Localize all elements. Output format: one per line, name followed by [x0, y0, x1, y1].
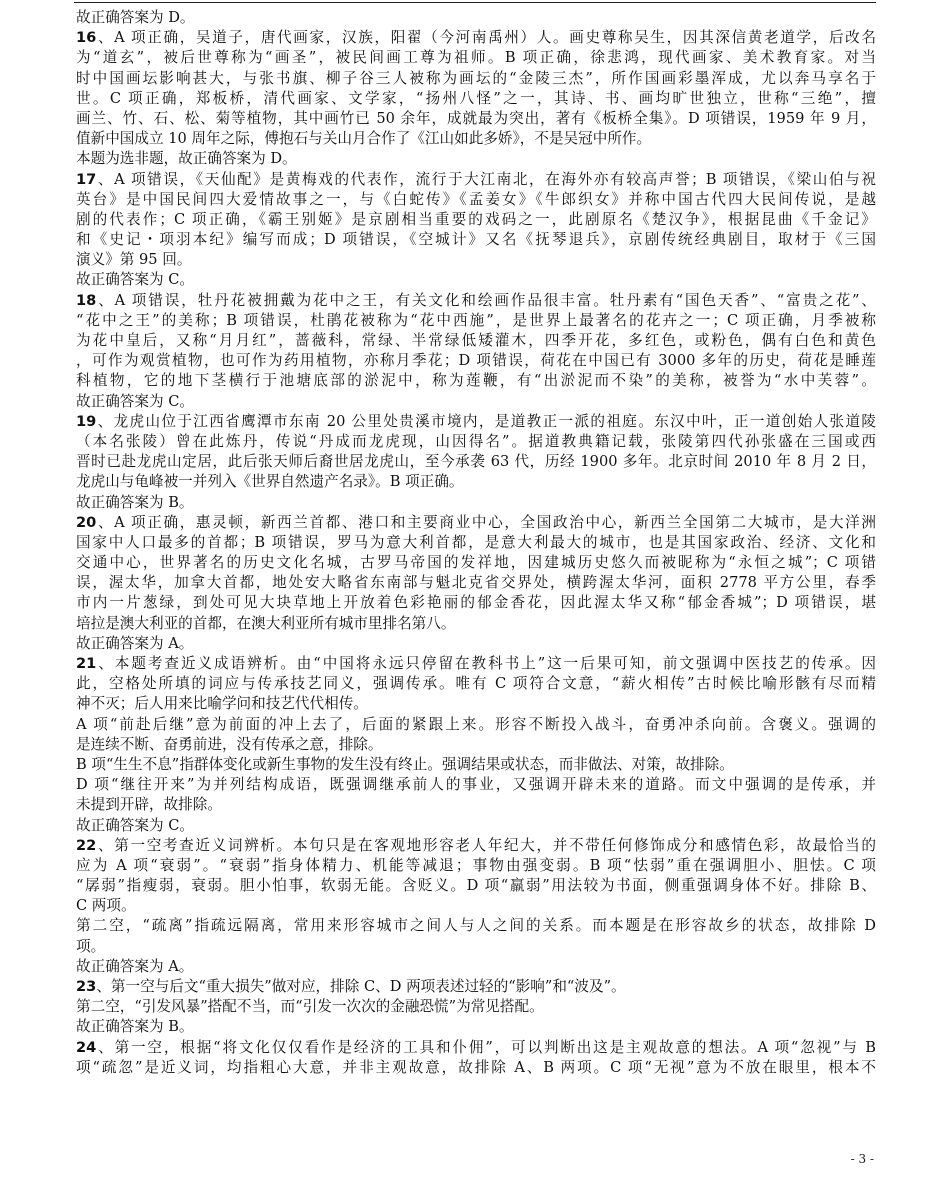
- text-line: [76, 916, 876, 936]
- text-line: [76, 351, 876, 371]
- text-line: [76, 1038, 876, 1058]
- text-line: [76, 493, 876, 513]
- line-text: 项。: [76, 937, 106, 955]
- line-text: 、第一空，根据“将文化仅仅看作是经济的工具和仆佣”，可以判断出这是主观故意的想法。A 项“忽视”与 B: [96, 1038, 876, 1056]
- text-line: [76, 775, 876, 795]
- text-line: [76, 836, 876, 856]
- text-line: [76, 250, 876, 270]
- text-line: [76, 876, 876, 896]
- line-text: 、本题考查近义成语辨析。由“中国将永远只停留在教科书上”这一后果可知，前文强调中医技艺的传承。因: [96, 655, 876, 672]
- line-text: 故正确答案为 C。: [76, 392, 194, 410]
- line-text: 故正确答案为 C。: [76, 271, 194, 289]
- line-text: 、A 项正确，惠灵顿，新西兰首都、港口和主要商业中心，全国政治中心，新西兰全国第二大城市，是大洋洲: [96, 513, 876, 531]
- line-text: 故正确答案为 B。: [76, 1018, 194, 1036]
- line-text: 误，渥太华，加拿大首都，地处安大略省东南部与魁北克省交界处，横跨渥太华河，面积 2778 平方公里，春季: [76, 574, 876, 592]
- text-line: [76, 412, 876, 432]
- line-text: D 项“继往开来”为并列结构成语，既强调继承前人的事业，又强调开辟未来的道路。而文中强调的是传承，并: [76, 776, 876, 794]
- line-text: 、第一空考查近义词辨析。本句只是在客观地形容老人年纪大，并不带任何修饰成分和感情色彩，故最恰当的: [96, 836, 876, 854]
- line-text: 、A 项正确，吴道子，唐代画家，汉族，阳翟（今河南禹州）人。画史尊称吴生，因其深信黄老道学，后改名: [96, 29, 876, 47]
- text-line: [76, 654, 876, 674]
- text-line: [76, 957, 876, 977]
- line-text: 科植物，它的地下茎横行于池塘底部的淤泥中，称为莲鞭，有“出淤泥而不染”的美称，被誉为“水中芙蓉”。: [76, 372, 876, 390]
- line-text: 交通中心，世界著名的历史文化名城，古罗马帝国的发祥地，因建城历史悠久而被昵称为“永恒之城”；C 项错: [76, 554, 876, 572]
- question-number: 21: [76, 655, 97, 672]
- line-text: 时中国画坛影响甚大，与张书旗、柳子谷三人被称为画坛的“金陵三杰”，所作国画彩墨浑成，尤以奔马享名于: [76, 69, 876, 87]
- text-line: [76, 997, 876, 1017]
- text-line: [76, 48, 876, 68]
- text-line: [76, 371, 876, 391]
- line-text: 龙虎山与龟峰被一并列入《世界自然遗产名录》。B 项正确。: [76, 473, 464, 491]
- line-text: “花中之王”的美称；B 项错误，杜鹃花被称为“花中西施”，是世界上最著名的花卉之一；C 项正确，月季被称: [76, 311, 876, 329]
- line-text: B 项“生生不息”指群体变化或新生事物的发生没有终止。强调结果或状态，而非做法、对策，故排除。: [76, 755, 734, 773]
- line-text: 、A 项错误，《天仙配》是黄梅戏的代表作，流行于大江南北，在海外亦有较高声誉；B 项错误，《梁山伯与祝: [96, 170, 876, 188]
- line-text: 故正确答案为 D。: [76, 9, 195, 26]
- line-text: A 项“前赴后继”意为前面的冲上去了，后面的紧跟上来。形容不断投入战斗，奋勇冲杀向前。含褒义。强调的: [76, 715, 876, 733]
- page-number: - 3 -: [850, 1152, 874, 1166]
- top-rule: [74, 2, 876, 3]
- text-line: [76, 513, 876, 533]
- line-text: 未提到开辟，故排除。: [76, 796, 222, 814]
- text-line: [76, 896, 876, 916]
- text-line: [76, 270, 876, 290]
- line-text: 故正确答案为 A。: [76, 957, 194, 975]
- line-text: 剧的代表作；C 项正确，《霸王别姬》是京剧相当重要的戏码之一，此剧原名《楚汉争》，根据昆曲《千金记》: [76, 210, 876, 228]
- line-text: “孱弱”指瘦弱，衰弱。胆小怕事，软弱无能。含贬义。D 项“羸弱”用法较为书面，侧重强调身体不好。排除 B、: [76, 877, 876, 895]
- text-line: [76, 311, 876, 331]
- question-number: 20: [76, 513, 97, 531]
- line-text: 第二空，“疏离”指疏远隔离，常用来形容城市之间人与人之间的关系。而本题是在形容故乡的状态，故排除 D: [76, 917, 876, 935]
- text-line: [76, 755, 876, 775]
- text-line: [76, 735, 876, 755]
- line-text: 市内一片葱绿，到处可见大块草地上开放着色彩艳丽的郁金香花，因此渥太华又称“郁金香城”；D 项错误，堪: [76, 594, 876, 612]
- line-text: 、龙虎山位于江西省鹰潭市东南 20 公里处贵溪市境内，是道教正一派的祖庭。东汉中叶，正一道创始人张道陵: [96, 412, 876, 430]
- text-line: [76, 331, 876, 351]
- text-line: [76, 1017, 876, 1037]
- line-text: 第二空，“引发风暴”搭配不当，而“引发一次次的金融恐慌”为常见搭配。: [76, 998, 544, 1016]
- text-line: [76, 452, 876, 472]
- document-body: [76, 8, 876, 1078]
- line-text: C 两项。: [76, 897, 136, 915]
- question-number: 22: [76, 836, 97, 854]
- line-text: （本名张陵）曾在此炼丹，传说“丹成而龙虎现，山因得名”。据道教典籍记载，张陵第四代孙张盛在三国或西: [76, 432, 876, 450]
- text-line: [76, 593, 876, 613]
- text-line: [76, 816, 876, 836]
- line-text: 和《史记・项羽本纪》编写而成；D 项错误，《空城计》又名《抚琴退兵》，京剧传统经典剧目，取材于《三国: [76, 231, 876, 249]
- question-number: 19: [76, 412, 97, 430]
- text-line: [76, 573, 876, 593]
- line-text: 本题为选非题，故正确答案为 D。: [76, 150, 297, 168]
- text-line: [76, 795, 876, 815]
- line-text: 演义》第 95 回。: [76, 251, 192, 269]
- line-text: 是连续不断、奋勇前进，没有传承之意，排除。: [76, 735, 383, 753]
- question-number: 18: [76, 291, 97, 309]
- line-text: 值新中国成立 10 周年之际，傅抱石与关山月合作了《江山如此多娇》，不是吴冠中所作。: [76, 130, 652, 148]
- text-line: [76, 190, 876, 210]
- line-text: 培拉是澳大利亚的首都，在澳大利亚所有城市里排名第八。: [76, 614, 456, 632]
- text-line: [76, 392, 876, 412]
- line-text: 故正确答案为 C。: [76, 816, 194, 834]
- text-line: [76, 1058, 876, 1078]
- line-text: 应为 A 项“衰弱”。“衰弱”指身体精力、机能等减退；事物由强变弱。B 项“怯弱”重在强调胆小、胆怯。C 项: [76, 856, 876, 874]
- text-line: [76, 28, 876, 48]
- text-line: [76, 89, 876, 109]
- text-line: [76, 553, 876, 573]
- text-line: [76, 210, 876, 230]
- text-line: [76, 8, 876, 28]
- text-line: [76, 69, 876, 89]
- line-text: 故正确答案为 A。: [76, 634, 194, 652]
- text-line: [76, 614, 876, 634]
- text-line: [76, 694, 876, 714]
- text-line: [76, 937, 876, 957]
- text-line: [76, 109, 876, 129]
- question-number: 24: [76, 1038, 97, 1056]
- line-text: ，可作为观赏植物，也可作为药用植物，亦称月季花；D 项错误，荷花在中国已有 3000 多年的历史，荷花是睡莲: [76, 352, 876, 370]
- text-line: [76, 674, 876, 694]
- line-text: 画兰、竹、石、松、菊等植物，其中画竹已 50 余年，成就最为突出，著有《板桥全集》。D 项错误，1959 年 9 月，: [76, 109, 876, 127]
- question-number: 16: [76, 29, 97, 47]
- text-line: [76, 149, 876, 169]
- text-line: [76, 472, 876, 492]
- question-number: 17: [76, 170, 97, 188]
- line-text: 为花中皇后，又称“月月红”，蔷薇科，常绿、半常绿低矮灌木，四季开花，多红色，或粉色，偶有白色和黄色: [76, 332, 876, 349]
- line-text: 神不灭；后人用来比喻学问和技艺代代相传。: [76, 695, 368, 713]
- line-text: 故正确答案为 B。: [76, 493, 194, 511]
- line-text: 晋时已赴龙虎山定居，此后张天师后裔世居龙虎山，至今承袭 63 代，历经 1900 多年。北京时间 2010 年 8 月 2 日，: [76, 453, 876, 471]
- text-line: [76, 230, 876, 250]
- line-text: 为“道玄”，被后世尊称为“画圣”，被民间画工尊为祖师。B 项正确，徐悲鸿，现代画家、美术教育家。对当: [76, 49, 876, 67]
- line-text: 国家中人口最多的首都；B 项错误，罗马为意大利首都，是意大利最大的城市，也是其国家政治、经济、文化和: [76, 533, 876, 551]
- line-text: 世。C 项正确，郑板桥，清代画家、文学家，“扬州八怪”之一，其诗、书、画均旷世独立，世称“三绝”，擅: [76, 89, 876, 107]
- line-text: 此，空格处所填的词应与传承技艺同义，强调传承。唯有 C 项符合文意，“薪火相传”古时候比喻形骸有尽而精: [76, 675, 876, 693]
- text-line: [76, 977, 876, 997]
- text-line: [76, 533, 876, 553]
- line-text: 项“疏忽”是近义词，均指粗心大意，并非主观故意，故排除 A、B 两项。C 项“无视”意为不放在眼里，根本不: [76, 1058, 876, 1076]
- text-line: [76, 856, 876, 876]
- text-line: [76, 715, 876, 735]
- line-text: 、第一空与后文“重大损失”做对应，排除 C、D 两项表述过轻的“影响”和“波及”。: [96, 978, 626, 995]
- line-text: 英台》是中国民间四大爱情故事之一，与《白蛇传》《孟姜女》《牛郎织女》并称中国古代四大民间传说，是越: [76, 190, 876, 208]
- question-number: 23: [76, 978, 97, 995]
- text-line: [76, 129, 876, 149]
- line-text: 、A 项错误，牡丹花被拥戴为花中之王，有关文化和绘画作品很丰富。牡丹素有“国色天香”、“富贵之花”、: [96, 291, 876, 309]
- text-line: [76, 170, 876, 190]
- text-line: [76, 432, 876, 452]
- text-line: [76, 291, 876, 311]
- text-line: [76, 634, 876, 654]
